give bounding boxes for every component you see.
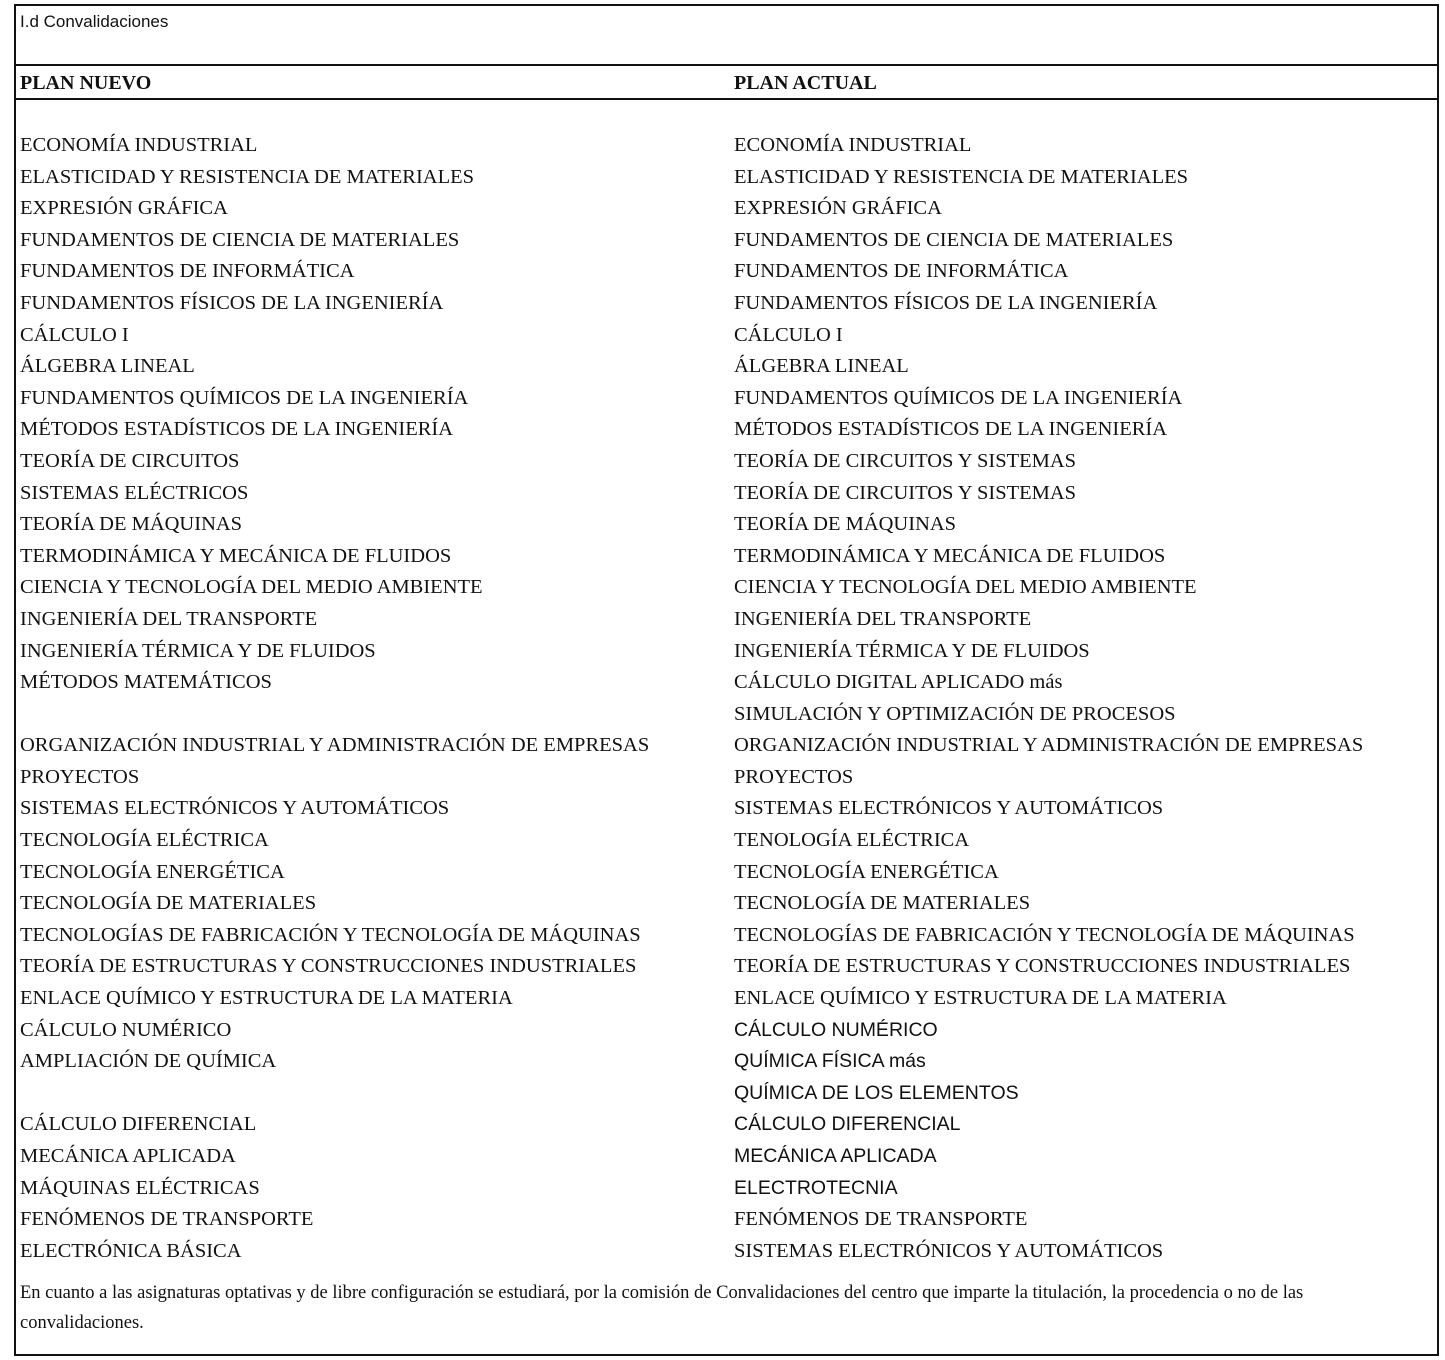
table-row — [16, 730, 1437, 762]
plan-nuevo-cell: TECNOLOGÍA ELÉCTRICA — [20, 829, 269, 852]
plan-nuevo-cell: CIENCIA Y TECNOLOGÍA DEL MEDIO AMBIENTE — [20, 576, 483, 599]
table-row — [16, 572, 1437, 604]
plan-actual-cell: TEORÍA DE ESTRUCTURAS Y CONSTRUCCIONES INDUSTRIALES — [734, 955, 1351, 978]
plan-nuevo-cell: AMPLIACIÓN DE QUÍMICA — [20, 1050, 277, 1073]
plan-actual-cell: FENÓMENOS DE TRANSPORTE — [734, 1208, 1028, 1231]
plan-nuevo-cell: MÉTODOS MATEMÁTICOS — [20, 671, 272, 694]
plan-nuevo-cell: TECNOLOGÍA DE MATERIALES — [20, 892, 317, 915]
plan-nuevo-cell: MECÁNICA APLICADA — [20, 1145, 236, 1167]
table-row — [16, 825, 1437, 857]
plan-actual-cell: TECNOLOGÍA ENERGÉTICA — [734, 860, 999, 883]
plan-actual-cell: PROYECTOS — [734, 765, 854, 788]
table-row — [16, 951, 1437, 983]
plan-actual-cell: TEORÍA DE CIRCUITOS Y SISTEMAS — [734, 481, 1077, 504]
table-row — [16, 478, 1437, 510]
table-row — [16, 699, 1437, 731]
table-row — [16, 1046, 1437, 1078]
table-row — [16, 857, 1437, 889]
plan-actual-cell: ORGANIZACIÓN INDUSTRIAL Y ADMINISTRACIÓN DE EMPRESAS — [734, 734, 1364, 757]
table-row — [16, 1204, 1437, 1236]
plan-actual-cell: INGENIERÍA TÉRMICA Y DE FLUIDOS — [734, 639, 1090, 662]
table-row — [16, 225, 1437, 257]
plan-nuevo-cell: SISTEMAS ELECTRÓNICOS Y AUTOMÁTICOS — [20, 797, 450, 820]
plan-actual-cell: ELASTICIDAD Y RESISTENCIA DE MATERIALES — [734, 165, 1189, 188]
table-row — [16, 541, 1437, 573]
table-row — [16, 320, 1437, 352]
plan-nuevo-cell: CÁLCULO I — [20, 323, 129, 346]
table-row — [16, 1015, 1437, 1047]
plan-nuevo-cell: FUNDAMENTOS FÍSICOS DE LA INGENIERÍA — [20, 291, 444, 314]
table-row — [16, 604, 1437, 636]
plan-nuevo-cell: ELASTICIDAD Y RESISTENCIA DE MATERIALES — [20, 165, 475, 188]
table-row — [16, 1173, 1437, 1205]
plan-nuevo-cell: TEORÍA DE CIRCUITOS — [20, 449, 240, 472]
header-plan-nuevo: PLAN NUEVO — [20, 72, 152, 94]
table-row — [16, 1109, 1437, 1141]
table-body — [16, 130, 1437, 1267]
plan-actual-cell: SISTEMAS ELECTRÓNICOS Y AUTOMÁTICOS — [734, 797, 1164, 820]
header-plan-actual: PLAN ACTUAL — [734, 72, 877, 94]
plan-nuevo-cell: ELECTRÓNICA BÁSICA — [20, 1239, 242, 1262]
plan-actual-cell: ÁLGEBRA LINEAL — [734, 355, 909, 378]
plan-nuevo-cell: MÉTODOS ESTADÍSTICOS DE LA INGENIERÍA — [20, 418, 454, 441]
table-row — [16, 509, 1437, 541]
plan-nuevo-cell: FUNDAMENTOS DE CIENCIA DE MATERIALES — [20, 228, 460, 251]
table-row — [16, 288, 1437, 320]
plan-actual-cell: TEORÍA DE CIRCUITOS Y SISTEMAS — [734, 449, 1077, 472]
table-row — [16, 762, 1437, 794]
plan-nuevo-cell: CÁLCULO NUMÉRICO — [20, 1018, 232, 1041]
plan-nuevo-cell: PROYECTOS — [20, 765, 140, 788]
plan-actual-cell: TECNOLOGÍA DE MATERIALES — [734, 892, 1031, 915]
plan-actual-cell: ECONOMÍA INDUSTRIAL — [734, 134, 972, 156]
plan-nuevo-cell: INGENIERÍA DEL TRANSPORTE — [20, 607, 318, 630]
table-row — [16, 130, 1437, 162]
plan-actual-cell: FUNDAMENTOS FÍSICOS DE LA INGENIERÍA — [734, 291, 1158, 314]
table-row — [16, 636, 1437, 668]
plan-nuevo-cell: TERMODINÁMICA Y MECÁNICA DE FLUIDOS — [20, 544, 452, 567]
table-row — [16, 1141, 1437, 1173]
footnote: En cuanto a las asignaturas optativas y de libre configuración se estudiará, por la comisión de Convalidaciones del centro que imparte la titulación, la procedencia o no de las convalidaciones. — [20, 1283, 1304, 1333]
plan-nuevo-cell: FUNDAMENTOS DE INFORMÁTICA — [20, 260, 355, 283]
table-row — [16, 256, 1437, 288]
plan-nuevo-cell: ECONOMÍA INDUSTRIAL — [20, 134, 258, 156]
table-row — [16, 983, 1437, 1015]
plan-nuevo-cell: TEORÍA DE MÁQUINAS — [20, 513, 243, 536]
plan-actual-cell: SISTEMAS ELECTRÓNICOS Y AUTOMÁTICOS — [734, 1239, 1164, 1262]
table-row — [16, 920, 1437, 952]
plan-actual-cell: ENLACE QUÍMICO Y ESTRUCTURA DE LA MATERIA — [734, 987, 1227, 1010]
table-row — [16, 162, 1437, 194]
table-row — [16, 1078, 1437, 1110]
plan-actual-cell: INGENIERÍA DEL TRANSPORTE — [734, 607, 1032, 630]
plan-nuevo-cell: EXPRESIÓN GRÁFICA — [20, 197, 228, 220]
plan-actual-cell: CÁLCULO I — [734, 323, 843, 346]
plan-nuevo-cell: FUNDAMENTOS QUÍMICOS DE LA INGENIERÍA — [20, 386, 469, 409]
plan-actual-cell: TERMODINÁMICA Y MECÁNICA DE FLUIDOS — [734, 544, 1166, 567]
plan-actual-cell: ELECTROTECNIA — [734, 1176, 898, 1199]
plan-actual-cell: CIENCIA Y TECNOLOGÍA DEL MEDIO AMBIENTE — [734, 576, 1197, 599]
plan-actual-cell: FUNDAMENTOS DE CIENCIA DE MATERIALES — [734, 228, 1174, 251]
plan-nuevo-cell: TECNOLOGÍAS DE FABRICACIÓN Y TECNOLOGÍA DE MÁQUINAS — [20, 923, 641, 946]
plan-actual-cell: QUÍMICA DE LOS ELEMENTOS — [734, 1081, 1019, 1104]
table-header — [16, 66, 1437, 100]
section-title: I.d Convalidaciones — [16, 6, 1437, 66]
plan-nuevo-cell: ÁLGEBRA LINEAL — [20, 355, 195, 378]
table-row — [16, 414, 1437, 446]
plan-nuevo-cell: ENLACE QUÍMICO Y ESTRUCTURA DE LA MATERIA — [20, 987, 513, 1010]
plan-nuevo-cell: ORGANIZACIÓN INDUSTRIAL Y ADMINISTRACIÓN DE EMPRESAS — [20, 734, 650, 757]
plan-actual-cell: CÁLCULO NUMÉRICO — [734, 1018, 938, 1041]
plan-nuevo-cell: FENÓMENOS DE TRANSPORTE — [20, 1208, 314, 1231]
plan-nuevo-cell: CÁLCULO DIFERENCIAL — [20, 1113, 257, 1136]
table-row — [16, 793, 1437, 825]
table-row — [16, 667, 1437, 699]
table-row — [16, 1236, 1437, 1268]
plan-nuevo-cell: TEORÍA DE ESTRUCTURAS Y CONSTRUCCIONES INDUSTRIALES — [20, 955, 637, 978]
plan-actual-cell: CÁLCULO DIGITAL APLICADO más — [734, 671, 1063, 694]
table-row — [16, 351, 1437, 383]
plan-actual-cell: EXPRESIÓN GRÁFICA — [734, 197, 942, 220]
table-row — [16, 383, 1437, 415]
plan-nuevo-cell: MÁQUINAS ELÉCTRICAS — [20, 1176, 260, 1199]
plan-actual-cell: FUNDAMENTOS DE INFORMÁTICA — [734, 260, 1069, 283]
plan-nuevo-cell: SISTEMAS ELÉCTRICOS — [20, 481, 249, 504]
plan-actual-cell: TECNOLOGÍAS DE FABRICACIÓN Y TECNOLOGÍA DE MÁQUINAS — [734, 923, 1355, 946]
plan-actual-cell: MECÁNICA APLICADA — [734, 1145, 937, 1167]
plan-actual-cell: QUÍMICA FÍSICA más — [734, 1050, 926, 1073]
table-row — [16, 446, 1437, 478]
plan-actual-cell: TENOLOGÍA ELÉCTRICA — [734, 829, 970, 852]
plan-actual-cell: TEORÍA DE MÁQUINAS — [734, 513, 957, 536]
plan-actual-cell: SIMULACIÓN Y OPTIMIZACIÓN DE PROCESOS — [734, 702, 1176, 725]
table-row — [16, 193, 1437, 225]
plan-actual-cell: CÁLCULO DIFERENCIAL — [734, 1113, 961, 1136]
plan-nuevo-cell: TECNOLOGÍA ENERGÉTICA — [20, 860, 285, 883]
convalidaciones-table — [14, 4, 1439, 1356]
table-row — [16, 888, 1437, 920]
plan-actual-cell: FUNDAMENTOS QUÍMICOS DE LA INGENIERÍA — [734, 386, 1183, 409]
plan-actual-cell: MÉTODOS ESTADÍSTICOS DE LA INGENIERÍA — [734, 418, 1168, 441]
plan-nuevo-cell: INGENIERÍA TÉRMICA Y DE FLUIDOS — [20, 639, 376, 662]
